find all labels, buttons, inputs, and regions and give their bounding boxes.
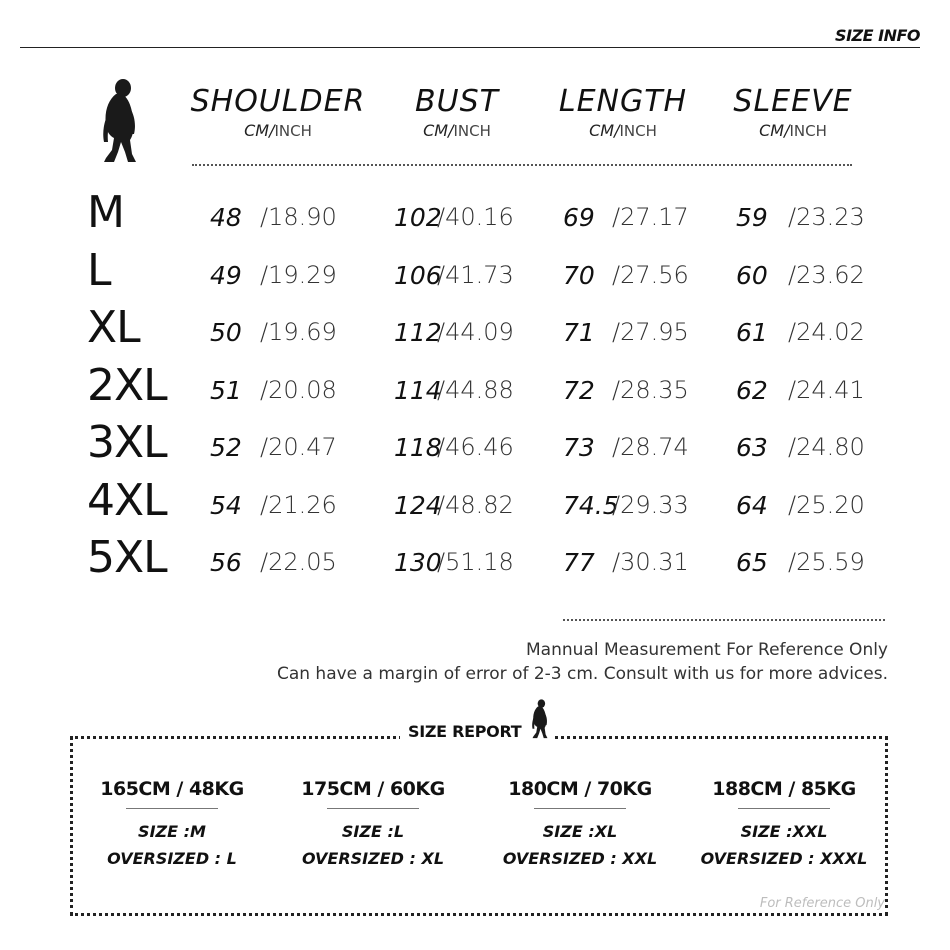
inch-value: /40.16 <box>437 203 514 231</box>
size-report-entry <box>72 778 272 868</box>
column-unit: CM/INCH <box>759 121 827 140</box>
inch-value: /27.56 <box>612 260 689 289</box>
cm-value: 65 <box>736 548 768 577</box>
header-rule <box>20 47 920 48</box>
notes-divider <box>563 619 885 621</box>
inch-value: /20.47 <box>260 433 337 461</box>
oversized-size: OVERSIZED : XXL <box>502 849 658 868</box>
entry-underline <box>126 808 218 809</box>
oversized-size: OVERSIZED : L <box>107 849 237 868</box>
size-label: XL <box>87 302 140 353</box>
size-label: 4XL <box>87 474 167 526</box>
column-header-bust <box>362 84 552 140</box>
cm-value: 118 <box>394 433 442 462</box>
inch-value: /29.33 <box>612 490 689 519</box>
inch-value: /46.46 <box>437 433 514 461</box>
inch-value: /24.41 <box>788 375 865 404</box>
column-unit: CM/INCH <box>589 121 657 140</box>
size-report-entry <box>480 778 680 868</box>
cm-value: 130 <box>394 548 442 577</box>
entry-underline <box>738 808 830 809</box>
cm-value: 114 <box>394 375 442 405</box>
inch-value: /23.23 <box>788 203 865 231</box>
size-label: L <box>87 244 111 296</box>
size-label: 5XL <box>87 532 167 583</box>
size-report-entry <box>273 778 473 868</box>
size-label: 2XL <box>87 359 167 411</box>
oversized-size: OVERSIZED : XXXL <box>700 849 868 868</box>
inch-value: /25.20 <box>788 490 865 519</box>
cm-value: 77 <box>563 548 595 577</box>
cm-value: 50 <box>210 318 242 347</box>
body-measurement: 180CM / 70KG <box>508 778 652 800</box>
inch-value: /23.62 <box>788 260 865 289</box>
cm-value: 69 <box>563 203 595 232</box>
inch-value: /51.18 <box>437 548 514 576</box>
cm-value: 54 <box>210 490 242 520</box>
inch-value: /19.69 <box>260 318 337 346</box>
cm-value: 59 <box>736 203 768 232</box>
body-measurement: 188CM / 85KG <box>712 778 856 800</box>
cm-value: 63 <box>736 433 768 462</box>
column-header-length <box>528 84 718 140</box>
cm-value: 61 <box>736 318 768 347</box>
recommended-size: SIZE :L <box>341 822 405 841</box>
report-footnote: For Reference Only <box>759 896 885 911</box>
body-measurement: 175CM / 60KG <box>301 778 445 800</box>
cm-value: 56 <box>210 548 242 577</box>
column-unit: CM/INCH <box>423 121 491 140</box>
recommended-size: SIZE :XXL <box>740 822 828 841</box>
cm-value: 112 <box>394 318 442 347</box>
cm-value: 48 <box>210 203 242 232</box>
inch-value: /24.80 <box>788 433 865 461</box>
inch-value: /41.73 <box>437 260 514 289</box>
recommended-size: SIZE :M <box>138 822 206 841</box>
cm-value: 106 <box>394 260 442 290</box>
cm-value: 62 <box>736 375 768 405</box>
cm-value: 64 <box>736 490 768 520</box>
column-label: SLEEVE <box>733 84 853 119</box>
inch-value: /27.95 <box>612 318 689 346</box>
cm-value: 124 <box>394 490 442 520</box>
cm-value: 71 <box>563 318 595 347</box>
ape-figure-icon <box>526 696 554 742</box>
inch-value: /19.29 <box>260 260 337 289</box>
inch-value: /25.59 <box>788 548 865 576</box>
inch-value: /20.08 <box>260 375 337 404</box>
column-label: LENGTH <box>558 84 688 119</box>
inch-value: /24.02 <box>788 318 865 346</box>
section-title: SIZE INFO <box>835 26 920 45</box>
cm-value: 70 <box>563 260 595 290</box>
inch-value: /22.05 <box>260 548 337 576</box>
size-report-title: SIZE REPORT <box>400 722 529 741</box>
cm-value: 74.5 <box>563 490 619 520</box>
inch-value: /44.88 <box>437 375 514 404</box>
inch-value: /48.82 <box>437 490 514 519</box>
note-reference: Mannual Measurement For Reference Only <box>526 640 888 660</box>
oversized-size: OVERSIZED : XL <box>301 849 445 868</box>
column-header-sleeve <box>698 84 888 140</box>
cm-value: 72 <box>563 375 595 405</box>
cm-value: 60 <box>736 260 768 290</box>
body-measurement: 165CM / 48KG <box>100 778 244 800</box>
column-unit: CM/INCH <box>244 121 312 140</box>
inch-value: /30.31 <box>612 548 689 576</box>
header-divider <box>192 164 852 166</box>
note-margin: Can have a margin of error of 2-3 cm. Consult with us for more advices. <box>276 664 888 684</box>
inch-value: /18.90 <box>260 203 337 231</box>
inch-value: /27.17 <box>612 203 689 231</box>
recommended-size: SIZE :XL <box>542 822 618 841</box>
ape-figure-icon <box>90 76 150 166</box>
entry-underline <box>327 808 419 809</box>
inch-value: /28.74 <box>612 433 689 461</box>
cm-value: 51 <box>210 375 242 405</box>
size-label: M <box>87 187 124 238</box>
cm-value: 73 <box>563 433 595 462</box>
inch-value: /28.35 <box>612 375 689 404</box>
entry-underline <box>534 808 626 809</box>
size-label: 3XL <box>87 417 167 468</box>
column-header-shoulder <box>183 84 373 140</box>
inch-value: /21.26 <box>260 490 337 519</box>
cm-value: 49 <box>210 260 242 290</box>
size-report-entry <box>684 778 884 868</box>
inch-value: /44.09 <box>437 318 514 346</box>
cm-value: 102 <box>394 203 442 232</box>
column-label: BUST <box>415 84 499 119</box>
cm-value: 52 <box>210 433 242 462</box>
column-label: SHOULDER <box>190 84 366 119</box>
